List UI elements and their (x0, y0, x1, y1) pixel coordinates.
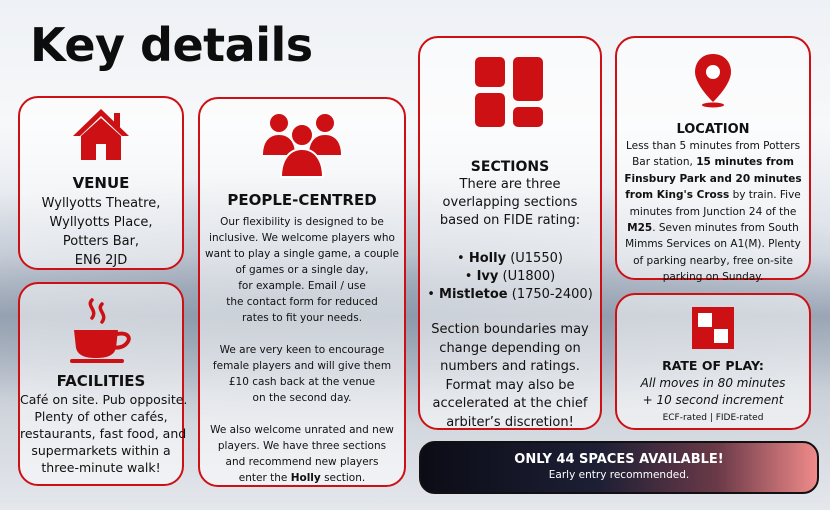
people-group-icon (259, 109, 345, 179)
facilities-heading: FACILITIES (56, 372, 146, 390)
house-icon (70, 106, 132, 162)
location-card (615, 36, 811, 284)
cta-main: ONLY 44 SPACES AVAILABLE! (514, 452, 724, 467)
location-heading: LOCATION (676, 122, 750, 137)
rate-card (615, 293, 811, 430)
venue-heading: VENUE (72, 174, 130, 192)
coffee-cup-icon (66, 296, 136, 364)
location-text: Less than 5 minutes from Potters Bar station, 15 minutes from Finsbury Park and 20 minutes from King's Cross by train. Five minutes from Junction 24 of the M25. Seven minutes from South Mimms Services on A1(M). Plenty of parking nearby, free on-site parking on Sunday. (624, 140, 802, 284)
people-card (198, 97, 406, 487)
rate-ratings: ECF-rated | FIDE-rated (662, 413, 764, 423)
venue-address: Wyllyotts Theatre, Wyllyotts Place, Potters Bar, EN6 2JD (41, 196, 161, 268)
rate-heading: RATE OF PLAY: (662, 358, 764, 373)
section-item-mistletoe: • Mistletoe (1750-2400) (427, 287, 593, 302)
map-pin-icon (692, 52, 734, 108)
section-item-holly: • Holly (U1550) (457, 251, 563, 266)
people-text: Our flexibility is designed to be inclusive. We welcome players who want to play a single game, a couple of games or a single day, for example. Email / use the contact form for reduced rates to fit your needs. We are very keen to encourage female players and will give them £10 cash back at the venue on the second day. We also welcome unrated and new players. We have three sections and recommend new players enter the Holly section. (205, 216, 399, 484)
facilities-text: Café on site. Pub opposite. Plenty of other cafés, restaurants, fast food, and supermarkets within a three-minute walk! (20, 392, 188, 475)
sections-heading: SECTIONS (470, 159, 550, 175)
facilities-card (18, 282, 188, 486)
spaces-available-banner[interactable] (419, 441, 819, 494)
venue-card (18, 96, 184, 270)
sections-outro: Section boundaries may change depending on numbers and ratings. Format may also be accelerated at the chief arbiter’s discretion! (431, 322, 589, 430)
checkered-square-icon (692, 307, 734, 349)
grid-blocks-icon (473, 55, 547, 129)
sections-intro: There are three overlapping sections based on FIDE rating: (439, 177, 581, 228)
people-heading: PEOPLE-CENTRED (227, 191, 377, 209)
cta-sub: Early entry recommended. (548, 469, 690, 481)
sections-card (418, 36, 602, 430)
sections-list (420, 250, 600, 304)
section-item-ivy: • Ivy (U1800) (464, 269, 556, 284)
rate-text: All moves in 80 minutes + 10 second increment (640, 376, 786, 407)
page-title: Key details (30, 18, 313, 72)
